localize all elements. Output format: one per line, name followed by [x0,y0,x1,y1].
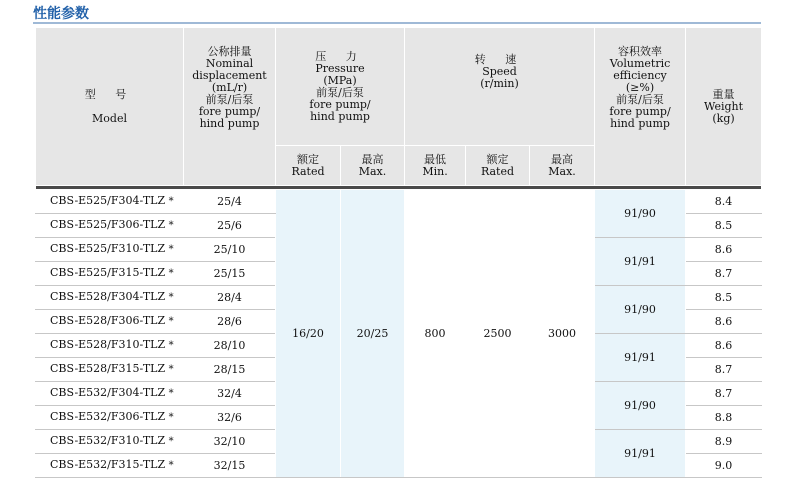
displacement-cell: 28/6 [184,310,276,334]
weight-cell: 8.7 [686,262,762,286]
header-speed-max: 最高 Max. [530,146,595,186]
displacement-cell: 32/15 [184,454,276,478]
model-cell [36,406,184,430]
speed-rated-cell: 2500 [466,190,530,478]
header-model: 型 号 Model [36,28,184,186]
header-speed-min: 最低 Min. [405,146,466,186]
model-name: CBS-E532/F306-TLZ [50,410,166,423]
efficiency-cell: 91/91 [595,430,686,478]
efficiency-cell: 91/90 [595,286,686,334]
star-mark: * [168,364,174,375]
weight-cell: 8.6 [686,238,762,262]
weight-cell: 8.5 [686,286,762,310]
star-mark: * [168,244,174,255]
efficiency-cell: 91/91 [595,238,686,286]
model-name: CBS-E525/F306-TLZ [50,218,166,231]
star-mark: * [168,292,174,303]
displacement-cell: 32/10 [184,430,276,454]
weight-cell: 8.7 [686,382,762,406]
model-cell [36,190,184,214]
model-cell [36,262,184,286]
pressure-max-cell: 20/25 [341,190,405,478]
model-name: CBS-E525/F310-TLZ [50,242,166,255]
star-mark: * [168,460,174,471]
weight-cell: 8.9 [686,430,762,454]
star-mark: * [168,220,174,231]
model-name: CBS-E528/F304-TLZ [50,290,166,303]
star-mark: * [168,340,174,351]
model-cell [36,214,184,238]
page-title: 性能参数 [33,6,89,22]
model-name: CBS-E528/F306-TLZ [50,314,166,327]
displacement-cell: 25/10 [184,238,276,262]
star-mark: * [168,268,174,279]
efficiency-cell: 91/90 [595,190,686,238]
star-mark: * [168,196,174,207]
model-name: CBS-E525/F315-TLZ [50,266,166,279]
model-cell [36,286,184,310]
header-weight: 重量 Weight (kg) [686,28,762,186]
header-efficiency: 容积效率 Volumetric efficiency (≥%) 前泵/后泵 fore pump/ hind pump [595,28,686,186]
weight-cell: 8.7 [686,358,762,382]
table-body [36,190,762,478]
header-pressure-rated: 额定 Rated [276,146,341,186]
model-cell [36,334,184,358]
displacement-cell: 25/6 [184,214,276,238]
weight-cell: 8.6 [686,334,762,358]
model-name: CBS-E532/F315-TLZ [50,458,166,471]
model-name: CBS-E525/F304-TLZ [50,194,166,207]
model-cell [36,238,184,262]
efficiency-cell: 91/91 [595,334,686,382]
efficiency-cell: 91/90 [595,382,686,430]
model-cell [36,454,184,478]
star-mark: * [168,412,174,423]
weight-cell: 9.0 [686,454,762,478]
weight-cell: 8.8 [686,406,762,430]
title-underline [33,22,761,24]
header-speed: 转 速 Speed (r/min) [405,28,595,146]
header-speed-rated: 额定 Rated [466,146,530,186]
model-cell [36,358,184,382]
displacement-cell: 25/4 [184,190,276,214]
model-name: CBS-E528/F310-TLZ [50,338,166,351]
model-name: CBS-E532/F304-TLZ [50,386,166,399]
displacement-cell: 32/6 [184,406,276,430]
displacement-cell: 28/15 [184,358,276,382]
displacement-cell: 28/4 [184,286,276,310]
header-pressure: 压 力 Pressure (MPa) 前泵/后泵 fore pump/ hind pump [276,28,405,146]
pressure-rated-cell: 16/20 [276,190,341,478]
displacement-cell: 32/4 [184,382,276,406]
table-row [36,190,762,214]
star-mark: * [168,388,174,399]
model-cell [36,382,184,406]
displacement-cell: 28/10 [184,334,276,358]
weight-cell: 8.6 [686,310,762,334]
performance-table [35,27,762,478]
speed-max-cell: 3000 [530,190,595,478]
model-name: CBS-E528/F315-TLZ [50,362,166,375]
model-cell [36,430,184,454]
speed-min-cell: 800 [405,190,466,478]
header-displacement: 公称排量 Nominal displacement (mL/r) 前泵/后泵 fore pump/ hind pump [184,28,276,186]
displacement-cell: 25/15 [184,262,276,286]
model-cell [36,310,184,334]
star-mark: * [168,316,174,327]
model-name: CBS-E532/F310-TLZ [50,434,166,447]
weight-cell: 8.4 [686,190,762,214]
weight-cell: 8.5 [686,214,762,238]
star-mark: * [168,436,174,447]
header-pressure-max: 最高 Max. [341,146,405,186]
